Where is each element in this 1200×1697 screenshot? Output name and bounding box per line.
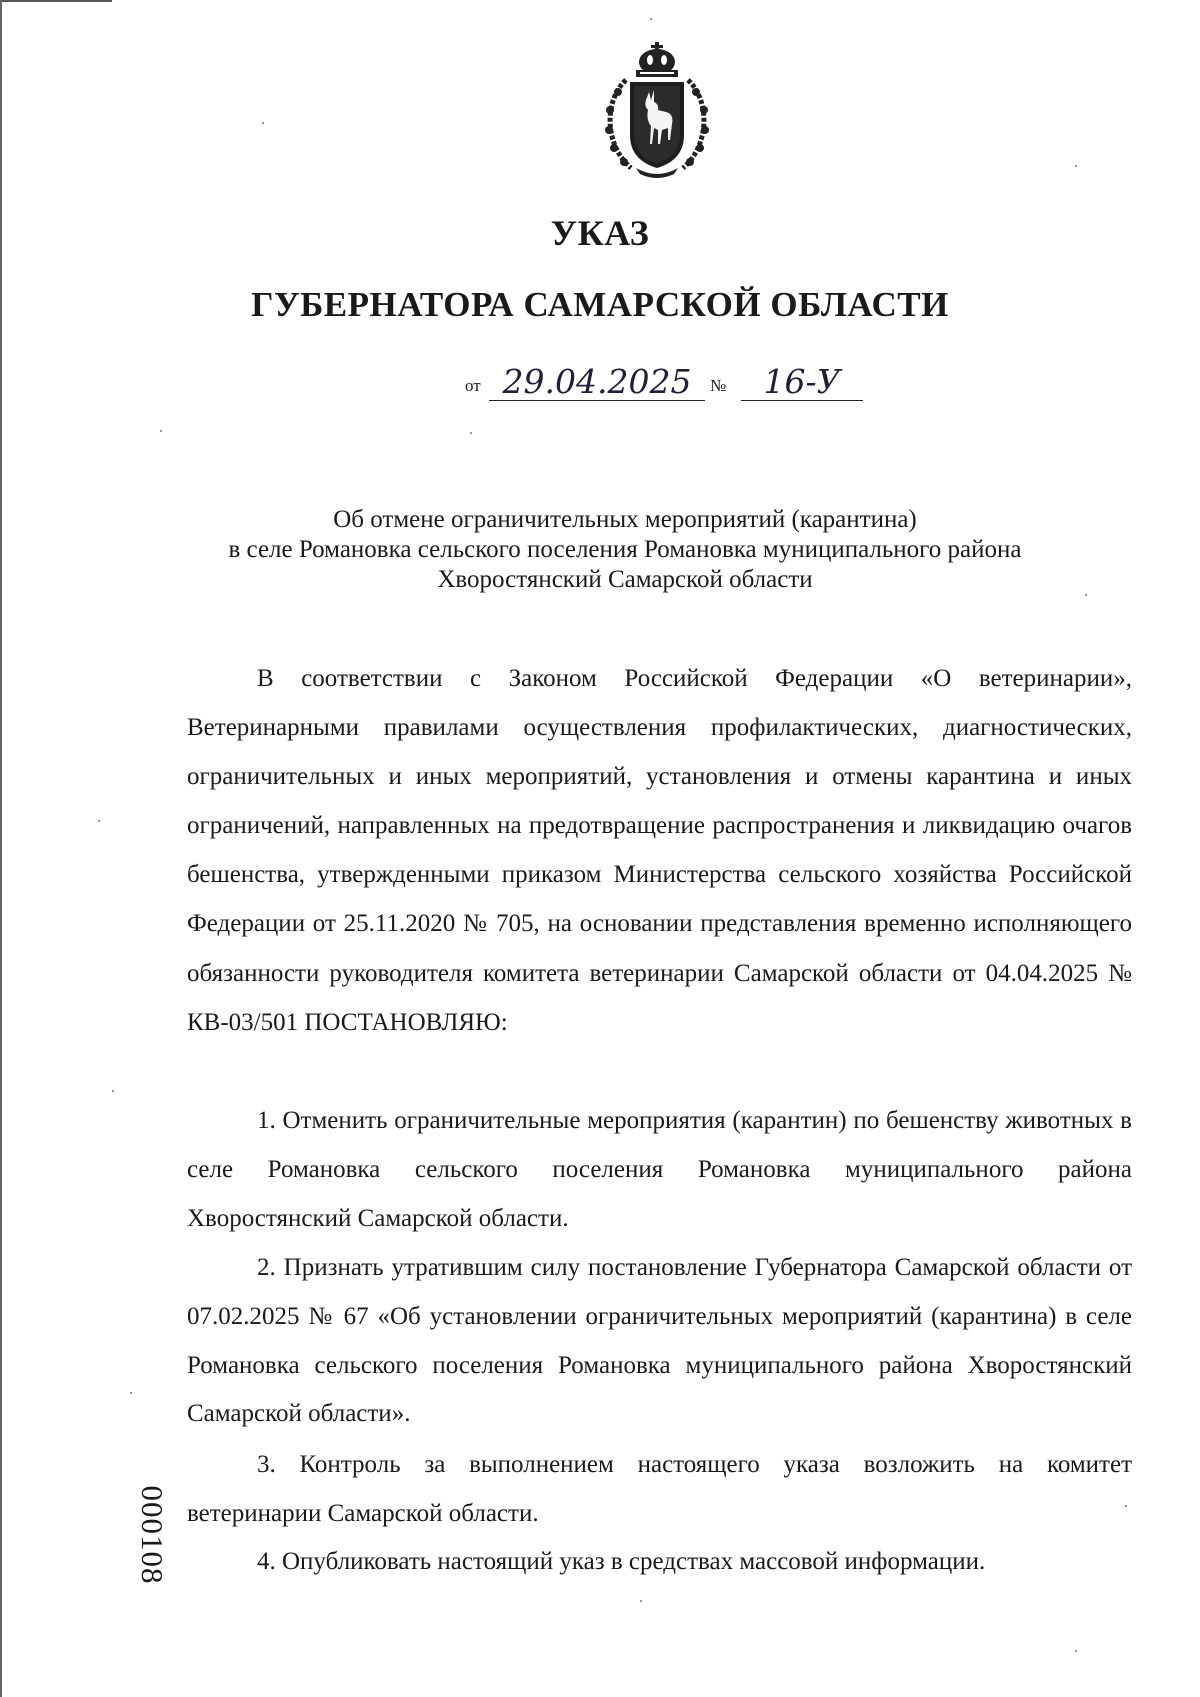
scan-speck <box>1125 1505 1127 1507</box>
scan-speck <box>1075 1650 1077 1652</box>
subject-line: в селе Романовка сельского поселения Романовка муниципального района <box>228 536 1022 563</box>
scan-speck <box>640 1600 642 1602</box>
scan-edge-left <box>0 0 2 1697</box>
decree-item-3: 3. Контроль за выполнением настоящего указа возложить на комитет ветеринарии Самарской области. <box>187 1451 1132 1527</box>
decree-subject <box>150 505 1100 595</box>
scan-speck <box>470 432 472 434</box>
decree-item-4: 4. Опубликовать настоящий указ в средствах массовой информации. <box>257 1548 986 1575</box>
scan-speck <box>1075 165 1077 167</box>
decree-item-2: 2. Признать утратившим силу постановление Губернатора Самарской области от 07.02.2025 № 67 «Об установлении ограничительных мероприятий (карантина) в селе Романовка сельского поселения Романовка муниципального района Хворостянский Самарской области». <box>187 1254 1132 1428</box>
handwritten-number: 16-У <box>741 364 863 401</box>
scan-edge-top <box>0 0 112 2</box>
scan-speck <box>262 122 264 124</box>
number-prefix-label: № <box>710 376 727 395</box>
preamble-paragraph: В соответствии с Законом Российской Федерации «О ветеринарии», Ветеринарными правилами осуществления профилактических, диагностических, ограничительных и иных мероприятий, установления и отмены карантина и иных ограничений, направленных на предотвращение распространения и ликвидацию очагов бешенства, утвержденными приказом Министерства сельского хозяйства Российской Федерации от 25.11.2020 № 705, на основании представления временно исполняющего обязанности руководителя комитета ветеринарии Самарской области от 04.04.2025 № КВ-03/501 ПОСТАНОВЛЯЮ: <box>187 665 1132 1036</box>
decree-title: УКАЗ <box>550 213 650 253</box>
scan-speck <box>160 430 162 432</box>
handwritten-date: 29.04.2025 <box>489 364 705 401</box>
scan-speck <box>112 1090 114 1092</box>
samara-coat-of-arms-icon <box>596 40 718 182</box>
issuer-title: ГУБЕРНАТОРА САМАРСКОЙ ОБЛАСТИ <box>251 285 949 324</box>
scan-speck <box>130 1392 132 1394</box>
date-prefix-label: от <box>465 376 481 395</box>
scan-speck <box>1085 594 1087 596</box>
subject-line: Хворостянский Самарской области <box>437 566 813 593</box>
subject-line: Об отмене ограничительных мероприятий (карантина) <box>333 506 917 533</box>
scan-speck <box>98 820 100 822</box>
decree-date-number-line <box>465 360 865 404</box>
serial-number-stamp: 000108 <box>135 1485 170 1585</box>
scan-speck <box>650 18 652 20</box>
decree-item-1: 1. Отменить ограничительные мероприятия (карантин) по бешенству животных в селе Романовка сельского поселения Романовка муниципального района Хворостянский Самарской области. <box>187 1107 1132 1233</box>
